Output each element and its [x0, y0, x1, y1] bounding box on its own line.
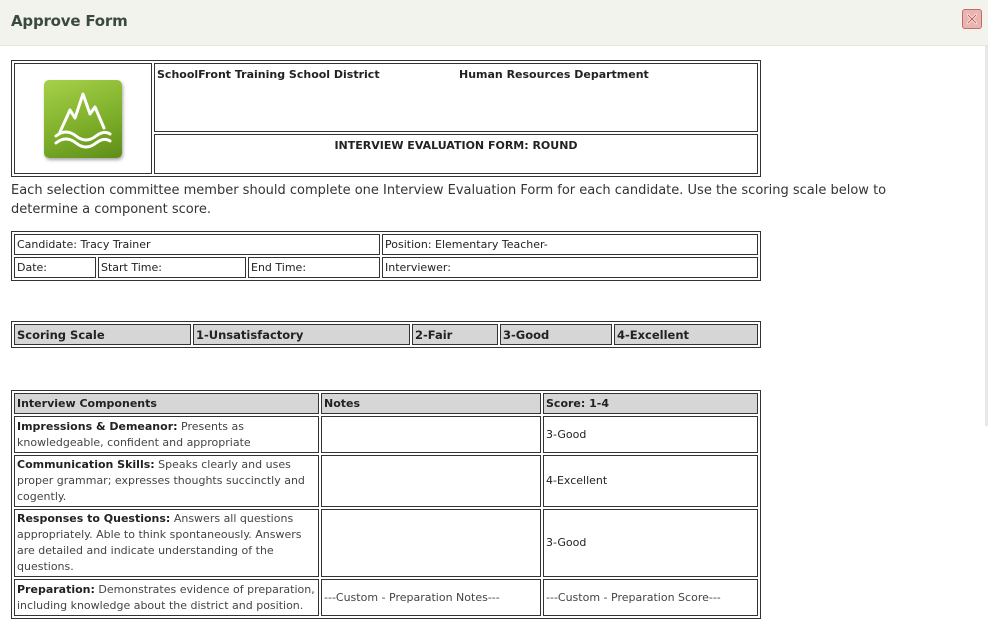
start-time-field[interactable]: Start Time: [98, 257, 246, 278]
form-header-table [11, 60, 761, 177]
component-title: Preparation: [17, 582, 95, 596]
mountain-logo-icon [44, 80, 122, 158]
dialog-titlebar [0, 0, 988, 46]
score-cell[interactable]: 3-Good [543, 509, 758, 577]
component-description: Answers all questions appropriately. Able to think spontaneously. Answers are detailed and indicate understanding of the questions. [17, 512, 302, 573]
score-cell[interactable]: 4-Excellent [543, 455, 758, 507]
form-title-cell [154, 134, 758, 174]
component-title: Responses to Questions: [17, 512, 171, 525]
instructions-text: Each selection committee member should complete one Interview Evaluation Form for each candidate. Use the scoring scale below to determine a component score. [11, 183, 887, 217]
scale-level-2: 2-Fair [412, 324, 498, 345]
notes-cell[interactable] [321, 509, 541, 577]
table-row [14, 416, 758, 453]
scale-level-4: 4-Excellent [614, 324, 758, 345]
form-title: INTERVIEW EVALUATION FORM: ROUND [334, 139, 578, 152]
component-description: Presents as knowledgeable, confident and appropriate [17, 419, 251, 449]
component-cell [14, 416, 319, 453]
candidate-info-table [11, 231, 761, 281]
candidate-position: Position: Elementary Teacher- [382, 234, 758, 255]
column-header: Interview Components [14, 393, 319, 414]
close-icon [966, 13, 978, 25]
scoring-scale-label: Scoring Scale [14, 324, 191, 345]
component-cell [14, 455, 319, 507]
scoring-scale-table [11, 321, 761, 348]
component-title: Communication Skills: [17, 458, 155, 471]
notes-cell[interactable] [321, 416, 541, 453]
score-cell[interactable]: ---Custom - Preparation Score--- [543, 579, 758, 616]
component-cell [14, 579, 319, 616]
department-name: Human Resources Department [459, 68, 649, 81]
candidate-name: Candidate: Tracy Trainer [14, 234, 380, 255]
scale-level-1: 1-Unsatisfactory [193, 324, 410, 345]
date-field[interactable]: Date: [14, 257, 96, 278]
scale-level-3: 3-Good [500, 324, 612, 345]
district-header-cell [154, 63, 758, 132]
interviewer-field[interactable]: Interviewer: [382, 257, 758, 278]
interview-components-table [11, 390, 761, 619]
close-button[interactable] [962, 9, 982, 29]
notes-cell[interactable]: ---Custom - Preparation Notes--- [321, 579, 541, 616]
logo-cell [14, 63, 152, 174]
component-description: Demonstrates evidence of preparation, including knowledge about the district and position. [17, 582, 315, 612]
notes-cell[interactable] [321, 455, 541, 507]
column-header: Score: 1-4 [543, 393, 758, 414]
component-description: Speaks clearly and uses proper grammar; expresses thoughts succinctly and cogently. [17, 458, 305, 503]
component-cell [14, 509, 319, 577]
component-title: Impressions & Demeanor: [17, 419, 178, 433]
column-header: Notes [321, 393, 541, 414]
score-cell[interactable]: 3-Good [543, 416, 758, 453]
table-row [14, 455, 758, 507]
table-row [14, 579, 758, 616]
dialog-title: Approve Form [11, 12, 128, 30]
end-time-field[interactable]: End Time: [248, 257, 380, 278]
table-row [14, 509, 758, 577]
district-name: SchoolFront Training School District [157, 68, 380, 81]
components-header-row [14, 393, 758, 414]
